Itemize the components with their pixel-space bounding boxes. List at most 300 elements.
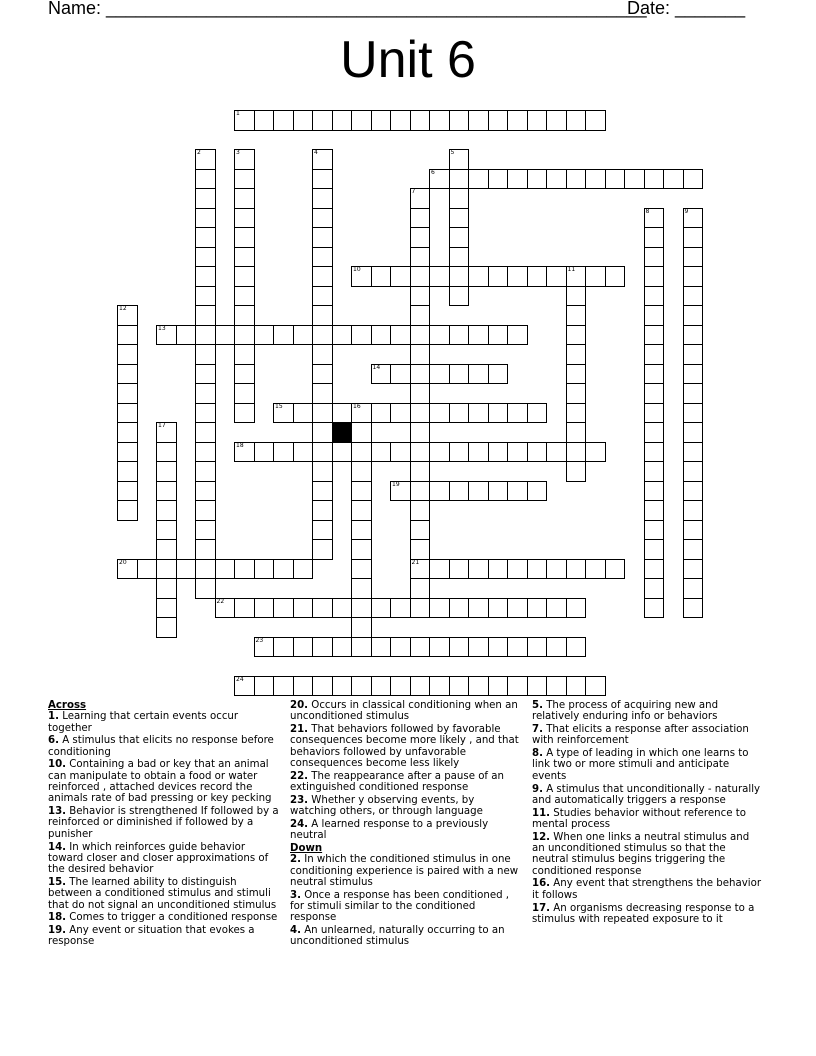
grid-cell[interactable] xyxy=(117,500,138,521)
grid-cell[interactable] xyxy=(234,247,255,268)
grid-cell[interactable] xyxy=(312,539,333,560)
grid-cell[interactable] xyxy=(527,110,548,131)
grid-cell[interactable] xyxy=(410,110,431,131)
grid-cell[interactable] xyxy=(449,266,470,287)
grid-cell[interactable] xyxy=(429,110,450,131)
grid-cell[interactable] xyxy=(429,559,450,580)
grid-cell[interactable] xyxy=(312,110,333,131)
grid-cell[interactable] xyxy=(371,364,392,385)
grid-cell[interactable] xyxy=(410,247,431,268)
grid-cell[interactable] xyxy=(683,598,704,619)
grid-cell[interactable] xyxy=(410,325,431,346)
grid-cell[interactable] xyxy=(449,403,470,424)
grid-cell[interactable] xyxy=(351,520,372,541)
grid-cell[interactable] xyxy=(351,422,372,443)
grid-cell[interactable] xyxy=(390,110,411,131)
grid-cell[interactable] xyxy=(507,637,528,658)
grid-cell[interactable] xyxy=(371,110,392,131)
grid-cell[interactable] xyxy=(507,481,528,502)
grid-cell[interactable] xyxy=(449,442,470,463)
grid-cell[interactable] xyxy=(644,305,665,326)
grid-cell[interactable] xyxy=(156,520,177,541)
grid-cell[interactable] xyxy=(195,442,216,463)
grid-cell[interactable] xyxy=(644,461,665,482)
grid-cell[interactable] xyxy=(332,110,353,131)
grid-cell[interactable] xyxy=(234,149,255,170)
grid-cell[interactable] xyxy=(390,598,411,619)
grid-cell[interactable] xyxy=(215,559,236,580)
grid-cell[interactable] xyxy=(312,325,333,346)
grid-cell[interactable] xyxy=(566,305,587,326)
grid-cell[interactable] xyxy=(117,403,138,424)
grid-cell[interactable] xyxy=(468,676,489,697)
grid-cell[interactable] xyxy=(332,598,353,619)
grid-cell[interactable] xyxy=(293,559,314,580)
grid-cell[interactable] xyxy=(156,442,177,463)
grid-cell[interactable] xyxy=(234,325,255,346)
grid-cell[interactable] xyxy=(488,676,509,697)
grid-cell[interactable] xyxy=(644,598,665,619)
grid-cell[interactable] xyxy=(234,286,255,307)
grid-cell[interactable] xyxy=(429,169,450,190)
grid-cell[interactable] xyxy=(293,676,314,697)
grid-cell[interactable] xyxy=(234,344,255,365)
grid-cell[interactable] xyxy=(293,325,314,346)
grid-cell[interactable] xyxy=(644,442,665,463)
grid-cell[interactable] xyxy=(234,676,255,697)
grid-cell[interactable] xyxy=(449,286,470,307)
grid-cell[interactable] xyxy=(429,364,450,385)
grid-cell[interactable] xyxy=(429,676,450,697)
grid-cell[interactable] xyxy=(507,325,528,346)
grid-cell[interactable] xyxy=(332,637,353,658)
grid-cell[interactable] xyxy=(293,110,314,131)
grid-cell[interactable] xyxy=(605,169,626,190)
grid-cell[interactable] xyxy=(644,247,665,268)
grid-cell[interactable] xyxy=(644,227,665,248)
grid-cell[interactable] xyxy=(488,598,509,619)
grid-cell[interactable] xyxy=(644,383,665,404)
grid-cell[interactable] xyxy=(410,266,431,287)
grid-cell[interactable] xyxy=(566,110,587,131)
grid-cell[interactable] xyxy=(312,383,333,404)
grid-cell[interactable] xyxy=(117,325,138,346)
grid-cell[interactable] xyxy=(468,481,489,502)
grid-cell[interactable] xyxy=(429,403,450,424)
grid-cell[interactable] xyxy=(156,422,177,443)
grid-cell[interactable] xyxy=(195,559,216,580)
grid-cell[interactable] xyxy=(546,442,567,463)
grid-cell[interactable] xyxy=(585,559,606,580)
grid-cell[interactable] xyxy=(624,169,645,190)
grid-cell[interactable] xyxy=(195,578,216,599)
grid-cell[interactable] xyxy=(195,208,216,229)
grid-cell[interactable] xyxy=(566,598,587,619)
grid-cell[interactable] xyxy=(254,110,275,131)
grid-cell[interactable] xyxy=(644,578,665,599)
grid-cell[interactable] xyxy=(410,344,431,365)
grid-cell[interactable] xyxy=(410,286,431,307)
grid-cell[interactable] xyxy=(585,676,606,697)
grid-cell[interactable] xyxy=(488,481,509,502)
grid-cell[interactable] xyxy=(566,559,587,580)
grid-cell[interactable] xyxy=(683,481,704,502)
grid-cell[interactable] xyxy=(156,578,177,599)
grid-cell[interactable] xyxy=(449,247,470,268)
grid-cell[interactable] xyxy=(195,344,216,365)
grid-cell[interactable] xyxy=(683,266,704,287)
grid-cell[interactable] xyxy=(195,149,216,170)
grid-cell[interactable] xyxy=(468,403,489,424)
grid-cell[interactable] xyxy=(195,539,216,560)
grid-cell[interactable] xyxy=(644,286,665,307)
grid-cell[interactable] xyxy=(351,110,372,131)
grid-cell[interactable] xyxy=(566,403,587,424)
grid-cell[interactable] xyxy=(371,637,392,658)
grid-cell[interactable] xyxy=(527,481,548,502)
grid-cell[interactable] xyxy=(351,442,372,463)
grid-cell[interactable] xyxy=(137,559,158,580)
grid-cell[interactable] xyxy=(449,559,470,580)
grid-cell[interactable] xyxy=(410,598,431,619)
grid-cell[interactable] xyxy=(176,325,197,346)
grid-cell[interactable] xyxy=(254,637,275,658)
grid-cell[interactable] xyxy=(273,442,294,463)
grid-cell[interactable] xyxy=(429,481,450,502)
grid-cell[interactable] xyxy=(195,227,216,248)
grid-cell[interactable] xyxy=(683,500,704,521)
grid-cell[interactable] xyxy=(176,559,197,580)
grid-cell[interactable] xyxy=(273,598,294,619)
grid-cell[interactable] xyxy=(566,461,587,482)
grid-cell[interactable] xyxy=(195,461,216,482)
grid-cell[interactable] xyxy=(683,364,704,385)
grid-cell[interactable] xyxy=(312,500,333,521)
grid-cell[interactable] xyxy=(215,325,236,346)
grid-cell[interactable] xyxy=(312,286,333,307)
grid-cell[interactable] xyxy=(683,403,704,424)
grid-cell[interactable] xyxy=(234,227,255,248)
grid-cell[interactable] xyxy=(468,266,489,287)
grid-cell[interactable] xyxy=(546,110,567,131)
grid-cell[interactable] xyxy=(312,422,333,443)
grid-cell[interactable] xyxy=(468,325,489,346)
grid-cell[interactable] xyxy=(449,169,470,190)
grid-cell[interactable] xyxy=(527,266,548,287)
grid-cell[interactable] xyxy=(312,461,333,482)
grid-cell[interactable] xyxy=(351,325,372,346)
grid-cell[interactable] xyxy=(449,208,470,229)
grid-cell[interactable] xyxy=(546,676,567,697)
grid-cell[interactable] xyxy=(371,598,392,619)
grid-cell[interactable] xyxy=(195,364,216,385)
grid-cell[interactable] xyxy=(644,539,665,560)
grid-cell[interactable] xyxy=(683,442,704,463)
grid-cell[interactable] xyxy=(410,676,431,697)
grid-cell[interactable] xyxy=(234,110,255,131)
grid-cell[interactable] xyxy=(527,559,548,580)
grid-cell[interactable] xyxy=(527,598,548,619)
grid-cell[interactable] xyxy=(449,676,470,697)
grid-cell[interactable] xyxy=(351,500,372,521)
grid-cell[interactable] xyxy=(273,110,294,131)
grid-cell[interactable] xyxy=(234,364,255,385)
grid-cell[interactable] xyxy=(449,325,470,346)
grid-cell[interactable] xyxy=(429,598,450,619)
grid-cell[interactable] xyxy=(332,403,353,424)
grid-cell[interactable] xyxy=(566,637,587,658)
grid-cell[interactable] xyxy=(683,422,704,443)
grid-cell[interactable] xyxy=(390,442,411,463)
grid-cell[interactable] xyxy=(683,344,704,365)
grid-cell[interactable] xyxy=(312,344,333,365)
grid-cell[interactable] xyxy=(312,364,333,385)
grid-cell[interactable] xyxy=(351,578,372,599)
grid-cell[interactable] xyxy=(351,539,372,560)
grid-cell[interactable] xyxy=(312,149,333,170)
grid-cell[interactable] xyxy=(683,208,704,229)
grid-cell[interactable] xyxy=(195,247,216,268)
grid-cell[interactable] xyxy=(312,247,333,268)
grid-cell[interactable] xyxy=(644,481,665,502)
grid-cell[interactable] xyxy=(605,559,626,580)
grid-cell[interactable] xyxy=(566,266,587,287)
grid-cell[interactable] xyxy=(410,442,431,463)
grid-cell[interactable] xyxy=(195,481,216,502)
grid-cell[interactable] xyxy=(468,637,489,658)
grid-cell[interactable] xyxy=(390,481,411,502)
grid-cell[interactable] xyxy=(351,266,372,287)
grid-cell[interactable] xyxy=(371,325,392,346)
grid-cell[interactable] xyxy=(410,637,431,658)
grid-cell[interactable] xyxy=(195,169,216,190)
grid-cell[interactable] xyxy=(351,559,372,580)
grid-cell[interactable] xyxy=(195,383,216,404)
grid-cell[interactable] xyxy=(312,676,333,697)
grid-cell[interactable] xyxy=(351,598,372,619)
grid-cell[interactable] xyxy=(195,188,216,209)
grid-cell[interactable] xyxy=(312,442,333,463)
grid-cell[interactable] xyxy=(293,403,314,424)
grid-cell[interactable] xyxy=(507,442,528,463)
grid-cell[interactable] xyxy=(644,266,665,287)
grid-cell[interactable] xyxy=(156,539,177,560)
grid-cell[interactable] xyxy=(644,422,665,443)
grid-cell[interactable] xyxy=(254,442,275,463)
grid-cell[interactable] xyxy=(507,266,528,287)
grid-cell[interactable] xyxy=(117,481,138,502)
grid-cell[interactable] xyxy=(449,637,470,658)
grid-cell[interactable] xyxy=(468,169,489,190)
grid-cell[interactable] xyxy=(117,559,138,580)
grid-cell[interactable] xyxy=(273,676,294,697)
grid-cell[interactable] xyxy=(683,539,704,560)
grid-cell[interactable] xyxy=(410,520,431,541)
grid-cell[interactable] xyxy=(410,481,431,502)
grid-cell[interactable] xyxy=(644,364,665,385)
grid-cell[interactable] xyxy=(449,149,470,170)
grid-cell[interactable] xyxy=(488,169,509,190)
grid-cell[interactable] xyxy=(566,383,587,404)
grid-cell[interactable] xyxy=(351,403,372,424)
grid-cell[interactable] xyxy=(546,266,567,287)
grid-cell[interactable] xyxy=(566,344,587,365)
grid-cell[interactable] xyxy=(585,110,606,131)
grid-cell[interactable] xyxy=(234,266,255,287)
grid-cell[interactable] xyxy=(663,169,684,190)
grid-cell[interactable] xyxy=(488,110,509,131)
grid-cell[interactable] xyxy=(117,422,138,443)
grid-cell[interactable] xyxy=(156,500,177,521)
grid-cell[interactable] xyxy=(468,364,489,385)
grid-cell[interactable] xyxy=(156,325,177,346)
grid-cell[interactable] xyxy=(312,403,333,424)
grid-cell[interactable] xyxy=(273,637,294,658)
grid-cell[interactable] xyxy=(312,188,333,209)
grid-cell[interactable] xyxy=(644,403,665,424)
grid-cell[interactable] xyxy=(195,266,216,287)
grid-cell[interactable] xyxy=(546,598,567,619)
grid-cell[interactable] xyxy=(683,169,704,190)
grid-cell[interactable] xyxy=(683,578,704,599)
grid-cell[interactable] xyxy=(410,305,431,326)
grid-cell[interactable] xyxy=(234,598,255,619)
grid-cell[interactable] xyxy=(410,500,431,521)
grid-cell[interactable] xyxy=(371,442,392,463)
grid-cell[interactable] xyxy=(312,305,333,326)
grid-cell[interactable] xyxy=(507,169,528,190)
grid-cell[interactable] xyxy=(254,325,275,346)
grid-cell[interactable] xyxy=(156,481,177,502)
grid-cell[interactable] xyxy=(195,422,216,443)
grid-cell[interactable] xyxy=(566,676,587,697)
grid-cell[interactable] xyxy=(215,598,236,619)
grid-cell[interactable] xyxy=(351,617,372,638)
grid-cell[interactable] xyxy=(449,481,470,502)
grid-cell[interactable] xyxy=(644,520,665,541)
grid-cell[interactable] xyxy=(410,208,431,229)
grid-cell[interactable] xyxy=(527,442,548,463)
grid-cell[interactable] xyxy=(527,169,548,190)
grid-cell[interactable] xyxy=(117,442,138,463)
grid-cell[interactable] xyxy=(410,539,431,560)
grid-cell[interactable] xyxy=(410,578,431,599)
grid-cell[interactable] xyxy=(410,364,431,385)
grid-cell[interactable] xyxy=(312,598,333,619)
grid-cell[interactable] xyxy=(312,266,333,287)
grid-cell[interactable] xyxy=(254,598,275,619)
grid-cell[interactable] xyxy=(566,325,587,346)
grid-cell[interactable] xyxy=(527,403,548,424)
grid-cell[interactable] xyxy=(605,266,626,287)
grid-cell[interactable] xyxy=(449,188,470,209)
grid-cell[interactable] xyxy=(195,325,216,346)
grid-cell[interactable] xyxy=(332,325,353,346)
grid-cell[interactable] xyxy=(410,461,431,482)
grid-cell[interactable] xyxy=(683,461,704,482)
grid-cell[interactable] xyxy=(312,227,333,248)
grid-cell[interactable] xyxy=(429,266,450,287)
grid-cell[interactable] xyxy=(234,208,255,229)
grid-cell[interactable] xyxy=(683,559,704,580)
grid-cell[interactable] xyxy=(351,461,372,482)
grid-cell[interactable] xyxy=(234,442,255,463)
grid-cell[interactable] xyxy=(468,559,489,580)
grid-cell[interactable] xyxy=(332,442,353,463)
grid-cell[interactable] xyxy=(429,442,450,463)
grid-cell[interactable] xyxy=(507,676,528,697)
grid-cell[interactable] xyxy=(234,383,255,404)
grid-cell[interactable] xyxy=(293,637,314,658)
grid-cell[interactable] xyxy=(410,383,431,404)
grid-cell[interactable] xyxy=(488,637,509,658)
grid-cell[interactable] xyxy=(410,188,431,209)
grid-cell[interactable] xyxy=(156,598,177,619)
grid-cell[interactable] xyxy=(507,598,528,619)
grid-cell[interactable] xyxy=(449,110,470,131)
grid-cell[interactable] xyxy=(117,364,138,385)
grid-cell[interactable] xyxy=(293,442,314,463)
grid-cell[interactable] xyxy=(410,403,431,424)
grid-cell[interactable] xyxy=(273,559,294,580)
grid-cell[interactable] xyxy=(390,266,411,287)
grid-cell[interactable] xyxy=(195,286,216,307)
grid-cell[interactable] xyxy=(527,637,548,658)
grid-cell[interactable] xyxy=(468,110,489,131)
grid-cell[interactable] xyxy=(488,325,509,346)
grid-cell[interactable] xyxy=(312,169,333,190)
grid-cell[interactable] xyxy=(546,637,567,658)
grid-cell[interactable] xyxy=(273,403,294,424)
grid-cell[interactable] xyxy=(234,188,255,209)
grid-cell[interactable] xyxy=(507,403,528,424)
grid-cell[interactable] xyxy=(585,442,606,463)
grid-cell[interactable] xyxy=(644,208,665,229)
grid-cell[interactable] xyxy=(683,227,704,248)
grid-cell[interactable] xyxy=(312,208,333,229)
grid-cell[interactable] xyxy=(429,637,450,658)
grid-cell[interactable] xyxy=(293,598,314,619)
grid-cell[interactable] xyxy=(390,325,411,346)
grid-cell[interactable] xyxy=(507,110,528,131)
grid-cell[interactable] xyxy=(449,227,470,248)
grid-cell[interactable] xyxy=(507,559,528,580)
grid-cell[interactable] xyxy=(351,637,372,658)
grid-cell[interactable] xyxy=(488,266,509,287)
grid-cell[interactable] xyxy=(195,403,216,424)
grid-cell[interactable] xyxy=(371,266,392,287)
grid-cell[interactable] xyxy=(644,559,665,580)
grid-cell[interactable] xyxy=(390,364,411,385)
grid-cell[interactable] xyxy=(429,325,450,346)
grid-cell[interactable] xyxy=(683,325,704,346)
grid-cell[interactable] xyxy=(683,305,704,326)
grid-cell[interactable] xyxy=(371,676,392,697)
grid-cell[interactable] xyxy=(195,500,216,521)
grid-cell[interactable] xyxy=(449,364,470,385)
grid-cell[interactable] xyxy=(546,559,567,580)
grid-cell[interactable] xyxy=(234,305,255,326)
grid-cell[interactable] xyxy=(449,598,470,619)
grid-cell[interactable] xyxy=(585,169,606,190)
grid-cell[interactable] xyxy=(234,559,255,580)
grid-cell[interactable] xyxy=(546,169,567,190)
grid-cell[interactable] xyxy=(390,637,411,658)
grid-cell[interactable] xyxy=(254,559,275,580)
grid-cell[interactable] xyxy=(351,481,372,502)
grid-cell[interactable] xyxy=(488,364,509,385)
grid-cell[interactable] xyxy=(585,266,606,287)
